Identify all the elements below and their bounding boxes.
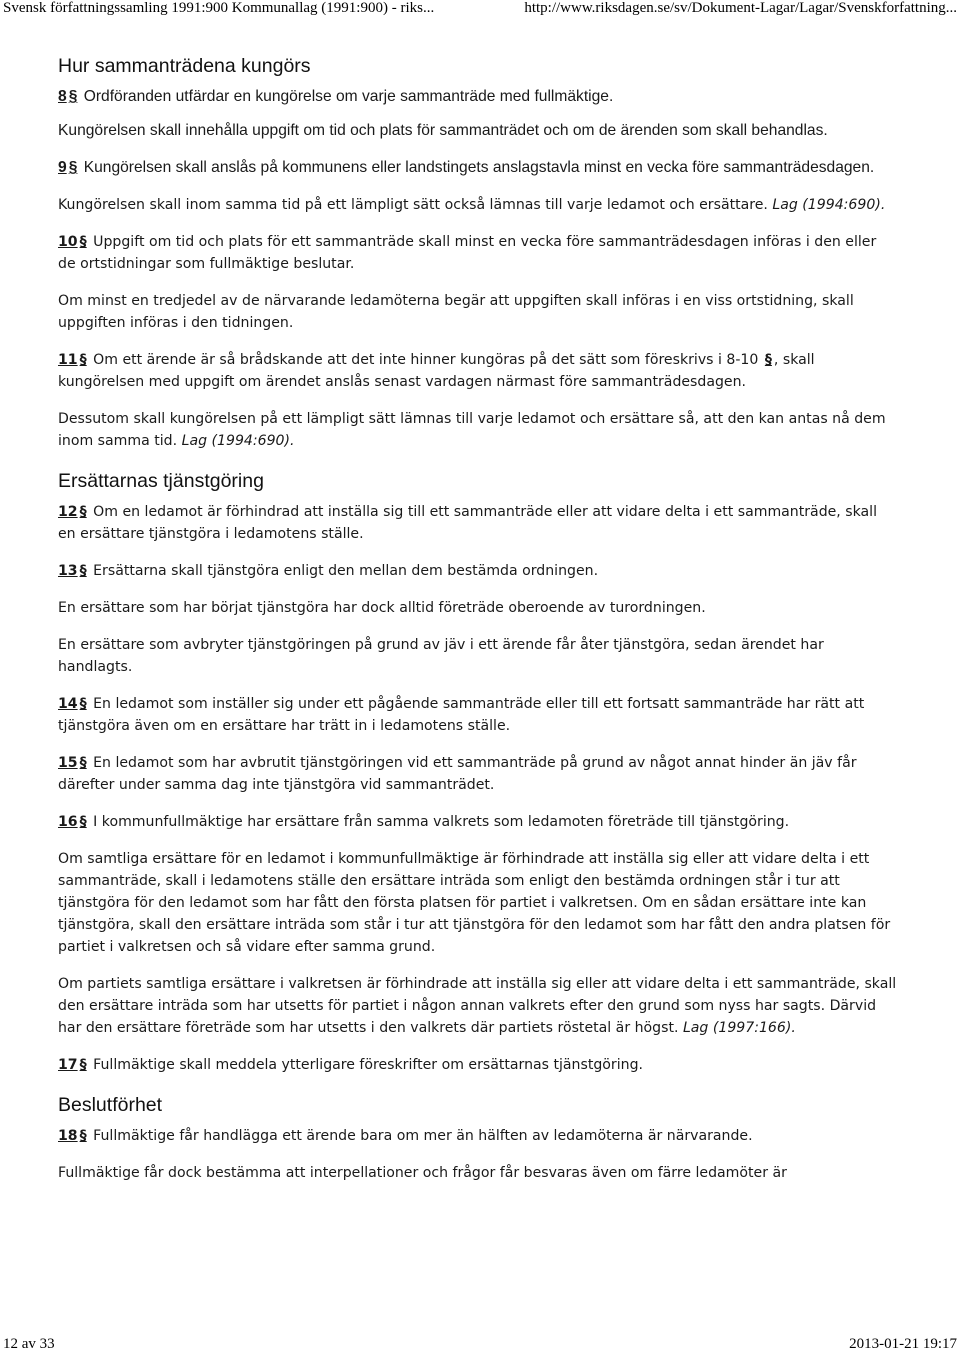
section-number-18[interactable]: 18 <box>58 1128 78 1144</box>
paragraph-17-text: Fullmäktige skall meddela ytterligare föreskrifter om ersättarnas tjänstgöring. <box>93 1057 643 1073</box>
paragraph-13-text: Ersättarna skall tjänstgöra enligt den mellan dem bestämda ordningen. <box>93 563 599 579</box>
heading-hur-sammantradena-kungors: Hur sammanträdena kungörs <box>58 55 311 77</box>
section-number-10[interactable]: 10 <box>58 234 78 250</box>
section-number-15[interactable]: 15 <box>58 755 78 771</box>
paragraph-16c-text: Om partiets samtliga ersättare i valkretsen är förhindrade att inställa sig eller att vidare delta i ett sammanträde, skall den ersättare inträda som har utsetts för partiet i någon annan valkrets efter den grund som nyss har sagts. Därvid har den ersättare företräde som har utsetts i den valkrets där partiets röstetal är högst. <box>58 976 897 1036</box>
paragraph-18 <box>58 1125 898 1147</box>
section-number-14[interactable]: 14 <box>58 696 78 712</box>
section-number-11[interactable]: 11 <box>58 352 78 368</box>
paragraph-10-text: Uppgift om tid och plats för ett sammanträde skall minst en vecka före sammanträdesdagen införas i den eller de ortstidningar som fullmäktige beslutar. <box>58 234 877 272</box>
print-timestamp: 2013-01-21 19:17 <box>849 1336 957 1352</box>
paragraph-8 <box>58 86 898 108</box>
paragraph-14 <box>58 693 898 737</box>
section-symbol: § <box>79 1057 87 1073</box>
section-symbol: § <box>79 814 87 830</box>
section-symbol: § <box>79 1128 87 1144</box>
section-number-8[interactable]: 8 <box>58 88 67 105</box>
section-symbol: § <box>79 563 87 579</box>
section-number-17[interactable]: 17 <box>58 1057 78 1073</box>
print-header <box>0 0 960 20</box>
paragraph-9b-text: Kungörelsen skall inom samma tid på ett lämpligt sätt också lämnas till varje ledamot och ersättare. <box>58 197 768 213</box>
law-reference-link[interactable]: Lag (1994:690). <box>181 433 295 449</box>
document-body <box>58 52 898 1199</box>
paragraph-18b: Fullmäktige får dock bestämma att interpellationer och frågor får besvaras även om färre ledamöter är <box>58 1165 787 1181</box>
paragraph-10 <box>58 231 898 275</box>
paragraph-11-text: Om ett ärende är så brådskande att det inte hinner kungöras på det sätt som föreskrivs i 8-10 <box>93 352 759 368</box>
section-symbol: § <box>79 504 87 520</box>
paragraph-11b-text: Dessutom skall kungörelsen på ett lämpligt sätt lämnas till varje ledamot och ersättare så, att den kan antas nå dem inom samma tid. <box>58 411 886 449</box>
paragraph-9b <box>58 194 898 216</box>
paragraph-17 <box>58 1054 898 1076</box>
paragraph-9-text: Kungörelsen skall anslås på kommunens eller landstingets anslagstavla minst en vecka före sammanträdesdagen. <box>83 159 875 176</box>
paragraph-11 <box>58 349 898 393</box>
paragraph-12-text: Om en ledamot är förhindrad att inställa sig till ett sammanträde eller att vidare delta i ett sammanträde, skall en ersättare tjänstgöra i ledamotens ställe. <box>58 504 877 542</box>
paragraph-8-text: Ordföranden utfärdar en kungörelse om varje sammanträde med fullmäktige. <box>83 88 614 105</box>
paragraph-11-text-cont: , skall kungörelsen med uppgift om ärendet anslås senast vardagen närmast före sammanträdesdagen. <box>58 352 815 390</box>
paragraph-8b: Kungörelsen skall innehålla uppgift om tid och plats för sammanträdet och om de ärenden som skall behandlas. <box>58 122 828 139</box>
section-number-9[interactable]: 9 <box>58 159 67 176</box>
heading-beslutforhet: Beslutförhet <box>58 1094 163 1116</box>
paragraph-15 <box>58 752 898 796</box>
section-number-13[interactable]: 13 <box>58 563 78 579</box>
paragraph-10b: Om minst en tredjedel av de närvarande ledamöterna begär att uppgiften skall införas i en viss ortstidning, skall uppgiften införas i den tidningen. <box>58 293 854 331</box>
print-footer <box>0 1335 960 1354</box>
section-symbol: § <box>79 696 87 712</box>
page-counter: 12 av 33 <box>3 1336 55 1352</box>
paragraph-15-text: En ledamot som har avbrutit tjänstgöringen vid ett sammanträde på grund av något annat hinder än jäv får därefter under samma dag inte tjänstgöra vid sammanträdet. <box>58 755 857 793</box>
section-symbol: § <box>68 159 78 176</box>
paragraph-13b: En ersättare som har börjat tjänstgöra har dock alltid företräde oberoende av turordningen. <box>58 600 706 616</box>
header-title: Svensk författningssamling 1991:900 Kommunallag (1991:900) - riks... <box>3 0 435 16</box>
law-reference-link[interactable]: Lag (1997:166). <box>682 1020 796 1036</box>
paragraph-16 <box>58 811 898 833</box>
section-symbol: § <box>68 88 78 105</box>
paragraph-16-text: I kommunfullmäktige har ersättare från samma valkrets som ledamoten företräde till tjänstgöring. <box>93 814 790 830</box>
paragraph-13 <box>58 560 898 582</box>
header-url: http://www.riksdagen.se/sv/Dokument-Lagar/Lagar/Svenskforfattning... <box>524 0 957 16</box>
section-symbol: § <box>79 755 87 771</box>
section-symbol: § <box>79 352 87 368</box>
section-number-12[interactable]: 12 <box>58 504 78 520</box>
section-symbol: § <box>764 352 772 368</box>
section-number-16[interactable]: 16 <box>58 814 78 830</box>
paragraph-14-text: En ledamot som inställer sig under ett pågående sammanträde eller till ett fortsatt sammanträde har rätt att tjänstgöra även om en ersättare har trätt in i ledamotens ställe. <box>58 696 865 734</box>
paragraph-12 <box>58 501 898 545</box>
section-symbol: § <box>79 234 87 250</box>
heading-ersattarnas-tjanstgoring: Ersättarnas tjänstgöring <box>58 470 264 492</box>
law-reference-link[interactable]: Lag (1994:690). <box>772 197 886 213</box>
paragraph-18-text: Fullmäktige får handlägga ett ärende bara om mer än hälften av ledamöterna är närvarande. <box>93 1128 753 1144</box>
paragraph-16b: Om samtliga ersättare för en ledamot i kommunfullmäktige är förhindrade att inställa sig eller att vidare delta i ett sammanträde, skall i ledamotens ställe den ersättare inträda som enligt den bestämda ordningen står i tur att tjänstgöra för den ledamot som har fått den första platsen för partiet i valkretsen. Om en sådan ersättare inte kan tjänstgöra, skall den ersättare inträda som står i tur att tjänstgöra för den ledamot som har fått den andra platsen för partiet i valkretsen och så vidare efter samma grund. <box>58 851 891 955</box>
paragraph-9 <box>58 157 898 179</box>
paragraph-16c <box>58 973 898 1039</box>
paragraph-13c: En ersättare som avbryter tjänstgöringen på grund av jäv i ett ärende får åter tjänstgöra, sedan ärendet har handlagts. <box>58 637 824 675</box>
paragraph-11b <box>58 408 898 452</box>
